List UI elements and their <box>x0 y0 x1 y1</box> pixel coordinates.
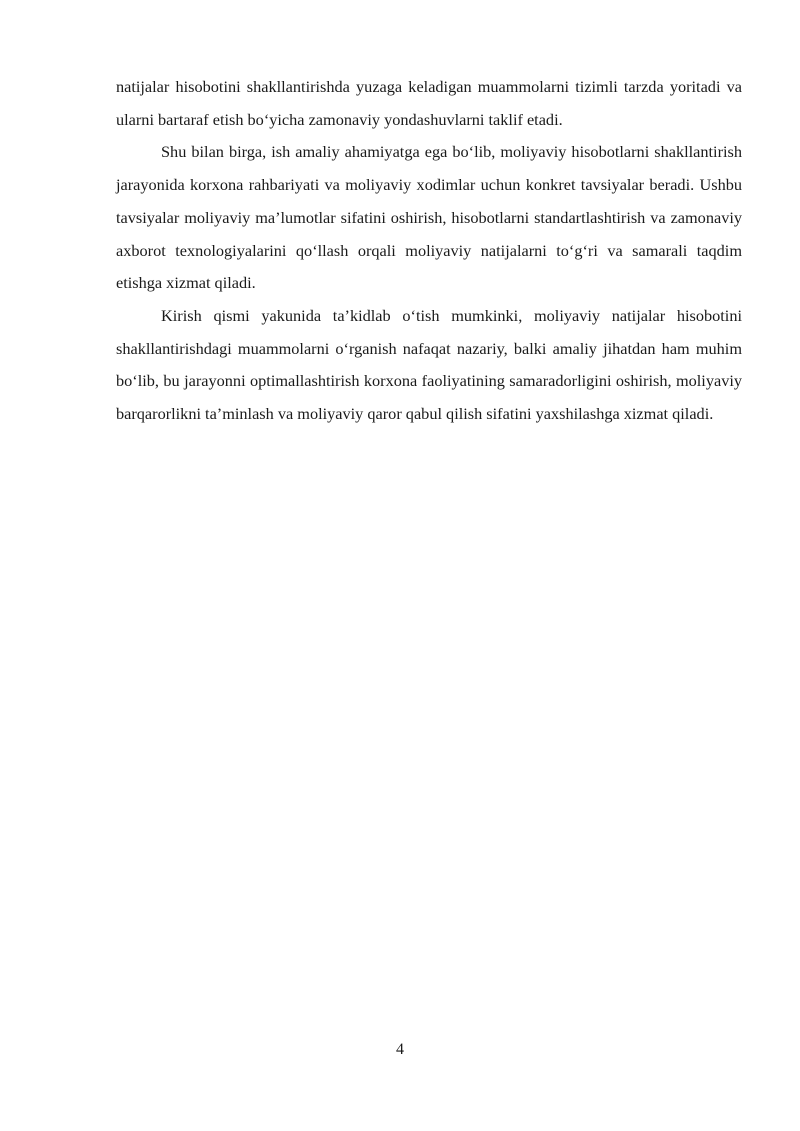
paragraph-continued: natijalar hisobotini shakllantirishda yuzaga keladigan muammolarni tizimli tarzda yoritadi va ularni bartaraf etish boʻyicha zamonaviy yondashuvlarni taklif etadi. <box>116 77 742 129</box>
paragraph-practical-significance: Shu bilan birga, ish amaliy ahamiyatga ega boʻlib, moliyaviy hisobotlarni shakllantirish jarayonida korxona rahbariyati va moliyaviy xodimlar uchun konkret tavsiyalar beradi. Ushbu tavsiyalar moliyaviy ma’lumotlar sifatini oshirish, hisobotlarni standartlashtirish va zamonaviy axborot texnologiyalarini qoʻllash orqali moliyaviy natijalarni toʻgʻri va samarali taqdim etishga xizmat qiladi. <box>116 142 742 293</box>
document-body <box>116 71 742 431</box>
paragraph-introduction-conclusion: Kirish qismi yakunida ta’kidlab oʻtish mumkinki, moliyaviy natijalar hisobotini shakllantirishdagi muammolarni oʻrganish nafaqat nazariy, balki amaliy jihatdan ham muhim boʻlib, bu jarayonni optimallashtirish korxona faoliyatining samaradorligini oshirish, moliyaviy barqarorlikni ta’minlash va moliyaviy qaror qabul qilish sifatini yaxshilashga xizmat qiladi. <box>116 305 742 424</box>
page-number: 4 <box>396 1041 404 1058</box>
